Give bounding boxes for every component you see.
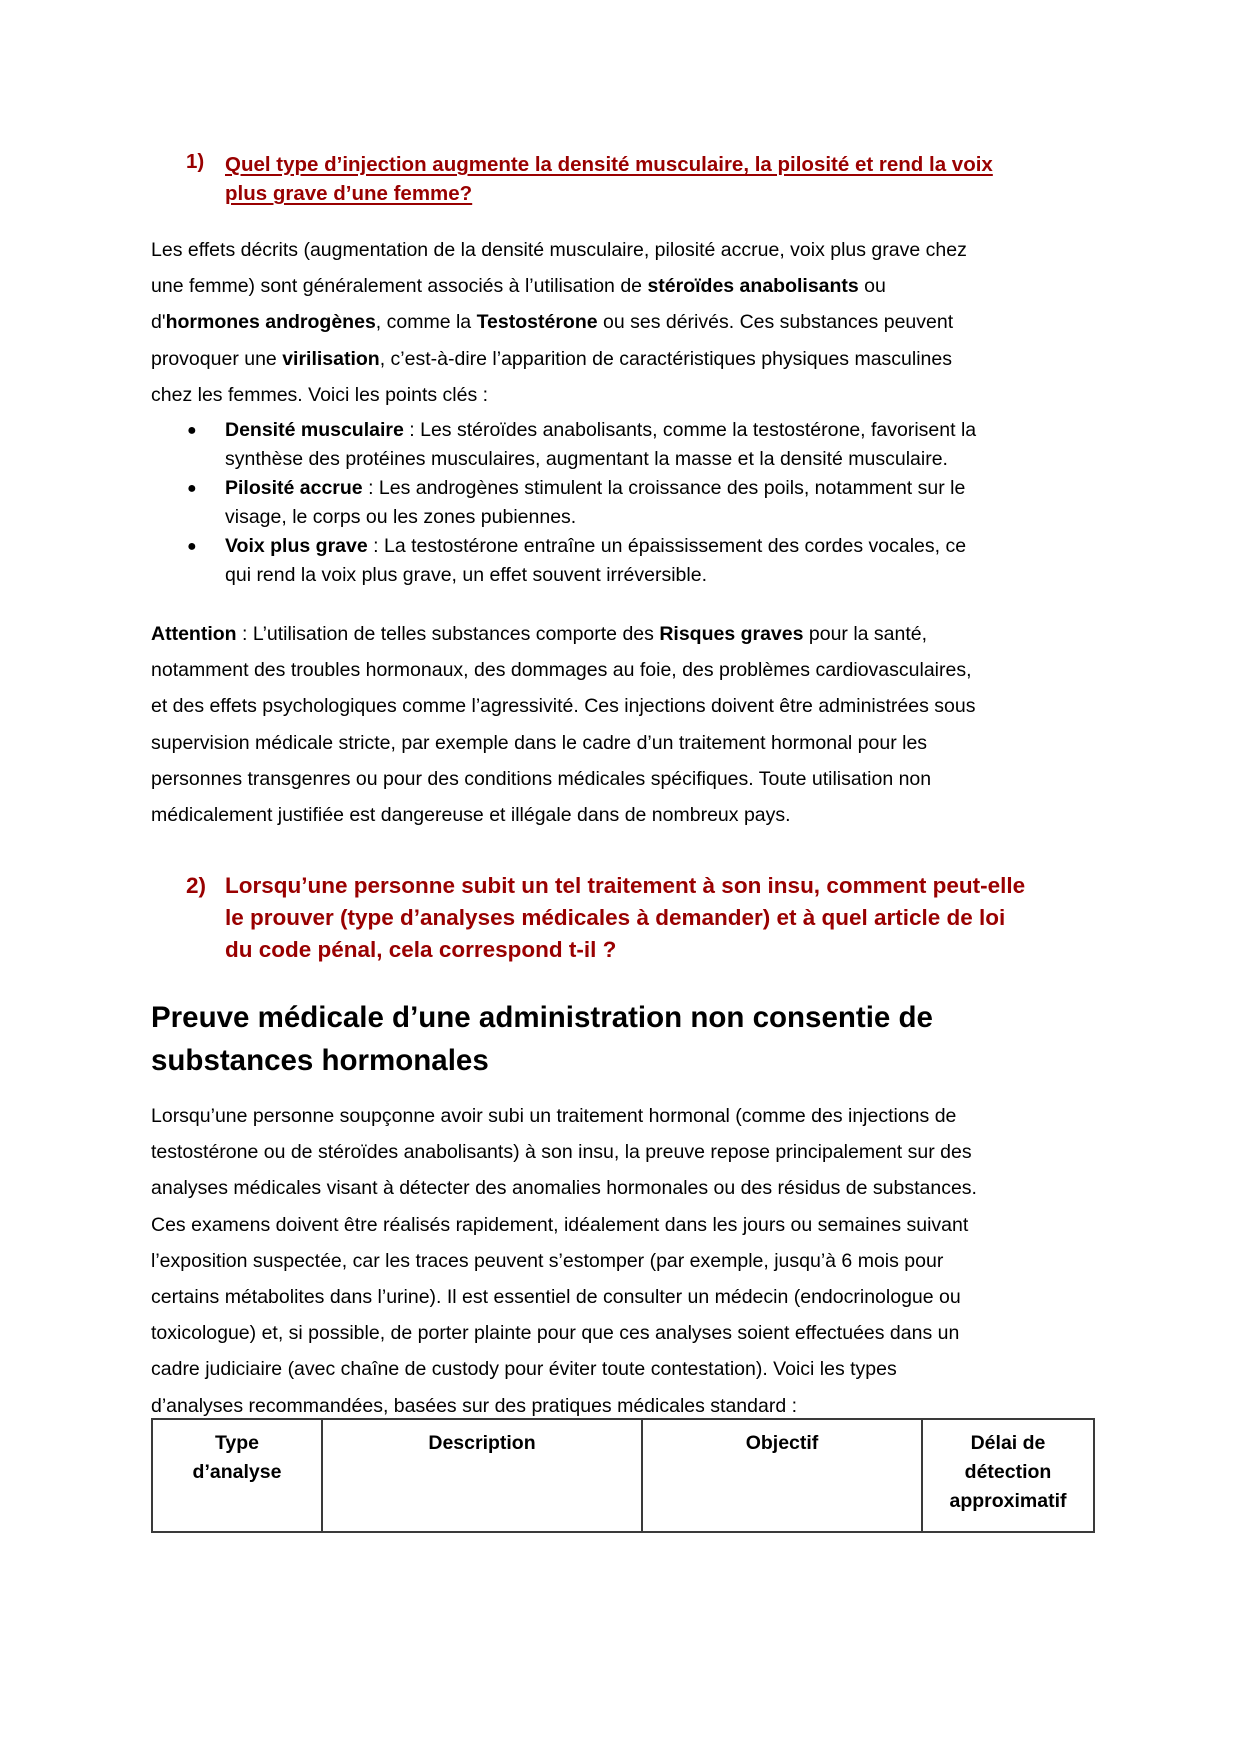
column-header-description (322, 1419, 642, 1532)
bold-term: virilisation (282, 347, 380, 370)
analysis-table (151, 1418, 1095, 1533)
text-line: qui rend la voix plus grave, un effet souvent irréversible. (225, 564, 707, 586)
text-line: supervision médicale stricte, par exemple dans le cadre d’un traitement hormonal pour les (151, 731, 928, 754)
question-2-line: du code pénal, cela correspond t-il ? (225, 937, 617, 962)
header-line: détection (964, 1461, 1052, 1483)
heading-line: Preuve médicale d’une administration non consentie de (151, 1001, 933, 1034)
text-span: , comme la (375, 311, 477, 334)
text-span: Les stéroïdes anabolisants, comme la testostérone, favorisent la (420, 419, 977, 441)
text-line: Les effets décrits (augmentation de la densité musculaire, pilosité accrue, voix plus grave chez (151, 239, 967, 261)
bold-term: Risques graves (659, 623, 804, 645)
question-2 (0, 870, 1242, 970)
question-1-text (225, 150, 1105, 208)
text-span: provoquer une (151, 347, 283, 370)
list-item (151, 532, 1111, 590)
text-span: : (362, 477, 379, 499)
table-header-row (152, 1419, 1094, 1532)
bold-term: Testostérone (476, 311, 598, 334)
intro-paragraph (151, 232, 1111, 413)
bullet-term: Voix plus grave (225, 535, 368, 557)
text-span: : L’utilisation de telles substances comporte des (236, 623, 660, 645)
text-line: médicalement justifiée est dangereuse et illégale dans de nombreux pays. (151, 804, 791, 827)
question-1 (0, 150, 1242, 210)
text-line (151, 268, 1111, 304)
text-line (151, 304, 1111, 340)
text-span: ou (858, 275, 886, 298)
column-header-objective (642, 1419, 922, 1532)
question-1-line: Quel type d’injection augmente la densité musculaire, la pilosité et rend la voix (225, 153, 993, 176)
attention-paragraph (151, 616, 1111, 833)
text-line: et des effets psychologiques comme l’agressivité. Ces injections doivent être administrées sous (151, 695, 976, 718)
text-span: une femme) sont généralement associés à l’utilisation de (151, 275, 648, 298)
heading-line: substances hormonales (151, 1044, 489, 1077)
text-line: Ces examens doivent être réalisés rapidement, idéalement dans les jours ou semaines suivant (151, 1213, 969, 1236)
list-item (151, 474, 1111, 532)
text-line: Lorsqu’une personne soupçonne avoir subi un traitement hormonal (comme des injections de (151, 1105, 957, 1127)
text-line: notamment des troubles hormonaux, des dommages au foie, des problèmes cardiovasculaires, (151, 659, 972, 682)
header-line: d’analyse (192, 1461, 282, 1483)
column-header-detection-delay (922, 1419, 1094, 1532)
text-line: certains métabolites dans l’urine). Il est essentiel de consulter un médecin (endocrinologue ou (151, 1286, 961, 1309)
question-2-line: Lorsqu’une personne subit un tel traitement à son insu, comment peut-elle (225, 873, 1026, 898)
text-span: Les androgènes stimulent la croissance des poils, notamment sur le (378, 477, 966, 499)
text-span: ou ses dérivés. Ces substances peuvent (597, 311, 954, 334)
header-line: Description (428, 1432, 536, 1454)
header-line: Objectif (745, 1432, 819, 1454)
text-line (151, 616, 1111, 652)
text-line: toxicologue) et, si possible, de porter plainte pour que ces analyses soient effectuées dans un (151, 1322, 960, 1345)
question-2-line: le prouver (type d’analyses médicales à demander) et à quel article de loi (225, 905, 1006, 930)
text-line (151, 341, 1111, 377)
proof-paragraph (151, 1098, 1111, 1424)
text-line: testostérone ou de stéroïdes anabolisants) à son insu, la preuve repose principalement sur des (151, 1141, 972, 1164)
question-1-number: 1) (186, 150, 205, 173)
text-line: visage, le corps ou les zones pubiennes. (225, 506, 577, 528)
question-2-text (225, 870, 1105, 966)
text-span: pour la santé, (803, 623, 928, 645)
bullet-icon: ● (187, 480, 197, 497)
text-span: : (367, 535, 384, 557)
question-1-line: plus grave d’une femme? (225, 182, 473, 205)
bold-term: Attention (151, 623, 237, 645)
text-line: synthèse des protéines musculaires, augmentant la masse et la densité musculaire. (225, 448, 948, 470)
bullet-term: Densité musculaire (225, 419, 404, 441)
list-item (151, 416, 1111, 474)
text-line: chez les femmes. Voici les points clés : (151, 383, 489, 406)
bold-term: hormones androgènes (165, 311, 376, 334)
header-line: Type (214, 1432, 260, 1454)
text-span: La testostérone entraîne un épaississement des cordes vocales, ce (383, 535, 967, 557)
bullet-icon: ● (187, 538, 197, 555)
header-line: approximatif (949, 1490, 1067, 1512)
bullet-term: Pilosité accrue (225, 477, 363, 499)
column-header-type (152, 1419, 322, 1532)
text-line: cadre judiciaire (avec chaîne de custody pour éviter toute contestation). Voici les types (151, 1358, 897, 1381)
text-span: , c’est-à-dire l’apparition de caractéristiques physiques masculines (379, 347, 952, 370)
text-span: : (403, 419, 421, 441)
text-line: l’exposition suspectée, car les traces peuvent s’estomper (par exemple, jusqu’à 6 mois pour (151, 1249, 944, 1272)
text-span: d' (151, 311, 166, 334)
header-line: Délai de (970, 1432, 1046, 1454)
bullet-icon: ● (187, 422, 197, 439)
key-points-list (151, 416, 1111, 590)
text-line: analyses médicales visant à détecter des anomalies hormonales ou des résidus de substances. (151, 1177, 977, 1200)
bold-term: stéroïdes anabolisants (647, 275, 859, 298)
text-line: personnes transgenres ou pour des conditions médicales spécifiques. Toute utilisation non (151, 767, 932, 790)
section-heading (151, 996, 1111, 1082)
question-2-number: 2) (186, 873, 207, 898)
text-line: d’analyses recommandées, basées sur des pratiques médicales standard : (151, 1394, 798, 1417)
